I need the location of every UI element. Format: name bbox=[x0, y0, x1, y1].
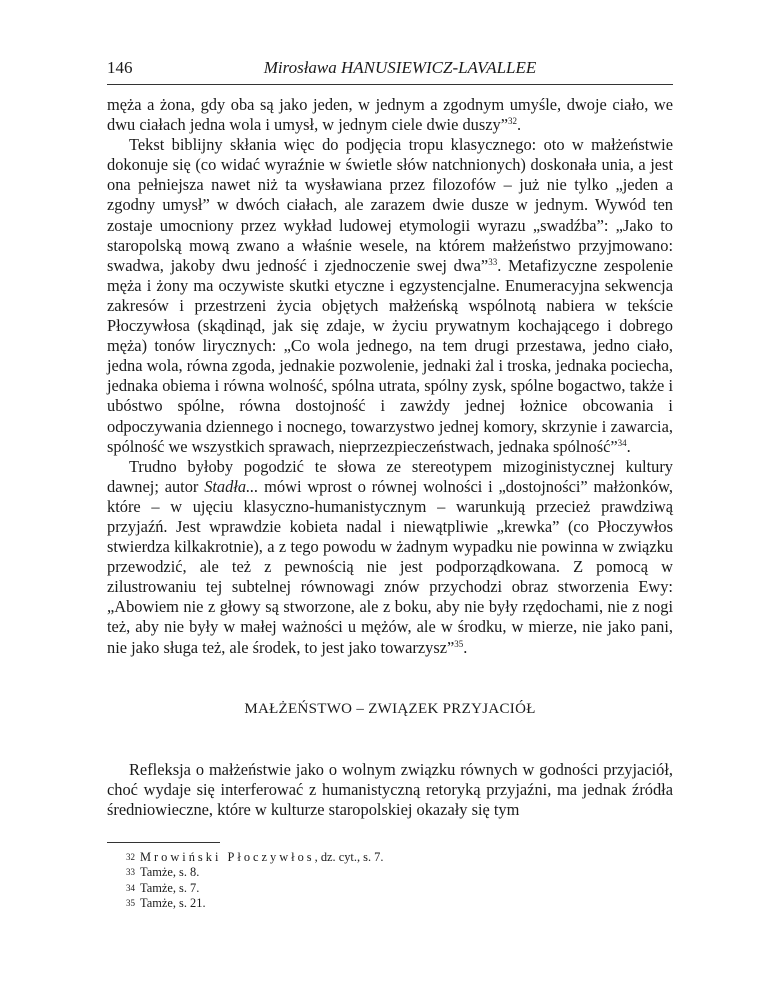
footnote-number: 35 bbox=[126, 897, 135, 908]
paragraph-1: męża a żona, gdy oba są jako jeden, w jednym a zgodnym umyśle, dwoje ciało, we dwu ciałach jedna wola i umysł, w jednym ciele dwie duszy”$^{32}$. bbox=[107, 95, 673, 135]
footnote-34: 34 Tamże, s. 7. bbox=[107, 881, 673, 896]
page bbox=[107, 58, 673, 911]
footnote-ref-32[interactable]: 32 bbox=[508, 116, 517, 127]
footnote-35: 35 Tamże, s. 21. bbox=[107, 896, 673, 911]
section-heading: MAŁŻEŃSTWO – ZWIĄZEK PRZYJACIÓŁ bbox=[244, 700, 536, 717]
paragraph-2: Tekst biblijny skłania więc do podjęcia tropu klasycznego: oto w małżeństwie dokonuje się (co widać wyraźnie w świetle słów natchnionych) doskonała unia, a jest ona pełniejsza nawet niż ta wysławiana przez filozofów – już nie tylko „jeden a zgodny umysł” w dwóch ciałach, ale zarazem dwie dusze w jednym. Wywód ten zostaje umocniony przez wykład ludowej etymologii wyrazu „swadźba”: „Jako to staropolską mową zwano a właśnie wesele, na którem małżeństwo przyjmowano: swadwa, jakoby dwu jedność i zjednoczenie swej dwa”$^{33}$. Metafizyczne zespolenie męża i żony ma oczywiste skutki etyczne i egzystencjalne. Enumeracyjna sekwencja zakresów i przestrzeni życia objętych małżeńską wspólnotą nabiera w tekście Płoczywłosa (skądinąd, jak się zdaje, w życiu prywatnym kochającego i dobrego męża) tonów lirycznych: „Co wola jednego, na tem drugi przestawa, jedno ciało, jedna wola, równa zgoda, jednakie pozwolenie, jednaki żal i troska, jednaka pociecha, jednaka obiema i równa wolność, spólna utrata, spólny zysk, spólne bogactwo, także i ubóstwo spólne, równa dostojność i zawżdy jednej łożnice obcowania i odpoczywania dziennego i nocnego, towarzystwo jednej komory, skrzynie i zawarcia, spólność we wszystkich sprawach, nieprzezpieczeństwach, jednaka spólność”$^{34}$. bbox=[107, 135, 673, 456]
footnotes bbox=[107, 850, 673, 911]
footnote-33: 33 Tamże, s. 8. bbox=[107, 865, 673, 880]
footnote-32: 32 Mrowiński Płoczywłos, dz. cyt., s. 7. bbox=[107, 850, 673, 865]
footnote-number: 33 bbox=[126, 867, 135, 878]
footnote-divider bbox=[107, 842, 220, 843]
paragraph-4: Refleksja o małżeństwie jako o wolnym związku równych w godności przyjaciół, choć wydaje się interferować z humanistyczną retoryką przyjaźni, ma jednak źródła średniowieczne, które w kulturze staropolskiej okazały się tym bbox=[107, 759, 673, 819]
running-title: Mirosława HANUSIEWICZ-LAVALLEE bbox=[263, 58, 537, 77]
page-number: 146 bbox=[107, 58, 133, 77]
italic-title: Stadła... bbox=[204, 476, 259, 496]
footnote-number: 34 bbox=[126, 882, 135, 893]
footnote-ref-34[interactable]: 34 bbox=[617, 437, 627, 448]
footnote-ref-35[interactable]: 35 bbox=[454, 638, 464, 649]
body-text bbox=[107, 95, 673, 820]
running-head bbox=[107, 58, 673, 85]
footnote-author: Mrowiński Płoczywłos bbox=[140, 850, 315, 864]
footnote-ref-33[interactable]: 33 bbox=[488, 256, 498, 267]
paragraph-3: Trudno byłoby pogodzić te słowa ze stereotypem mizoginistycznej kultury dawnej; autor Stadła... mówi wprost o równej wolności i „dostojności” małżonków, które – w ujęciu klasyczno-humanistycznym – warunkują przecież prawdziwą przyjaźń. Jest wprawdzie kobieta nadal i niewątpliwie „krewka” (co Płoczywłos stwierdza kilkakrotnie), a z tego powodu w żadnym wypadku nie powinna w związku przewodzić, ale też z pewnością nie jest podporządkowana. Z pomocą w zilustrowaniu tej subtelnej równowagi znów przychodzi obraz stworzenia Ewy: „Abowiem nie z głowy są stworzone, ale z boku, aby nie były rzędochami, nie z nogi też, aby nie były w małej ważności u mężów, ale w środku, w mierze, nie jako pani, nie jako sługa też, ale środek, to jest jako towarzysz”$^{35}$. bbox=[107, 456, 673, 657]
footnote-number: 32 bbox=[126, 852, 135, 862]
